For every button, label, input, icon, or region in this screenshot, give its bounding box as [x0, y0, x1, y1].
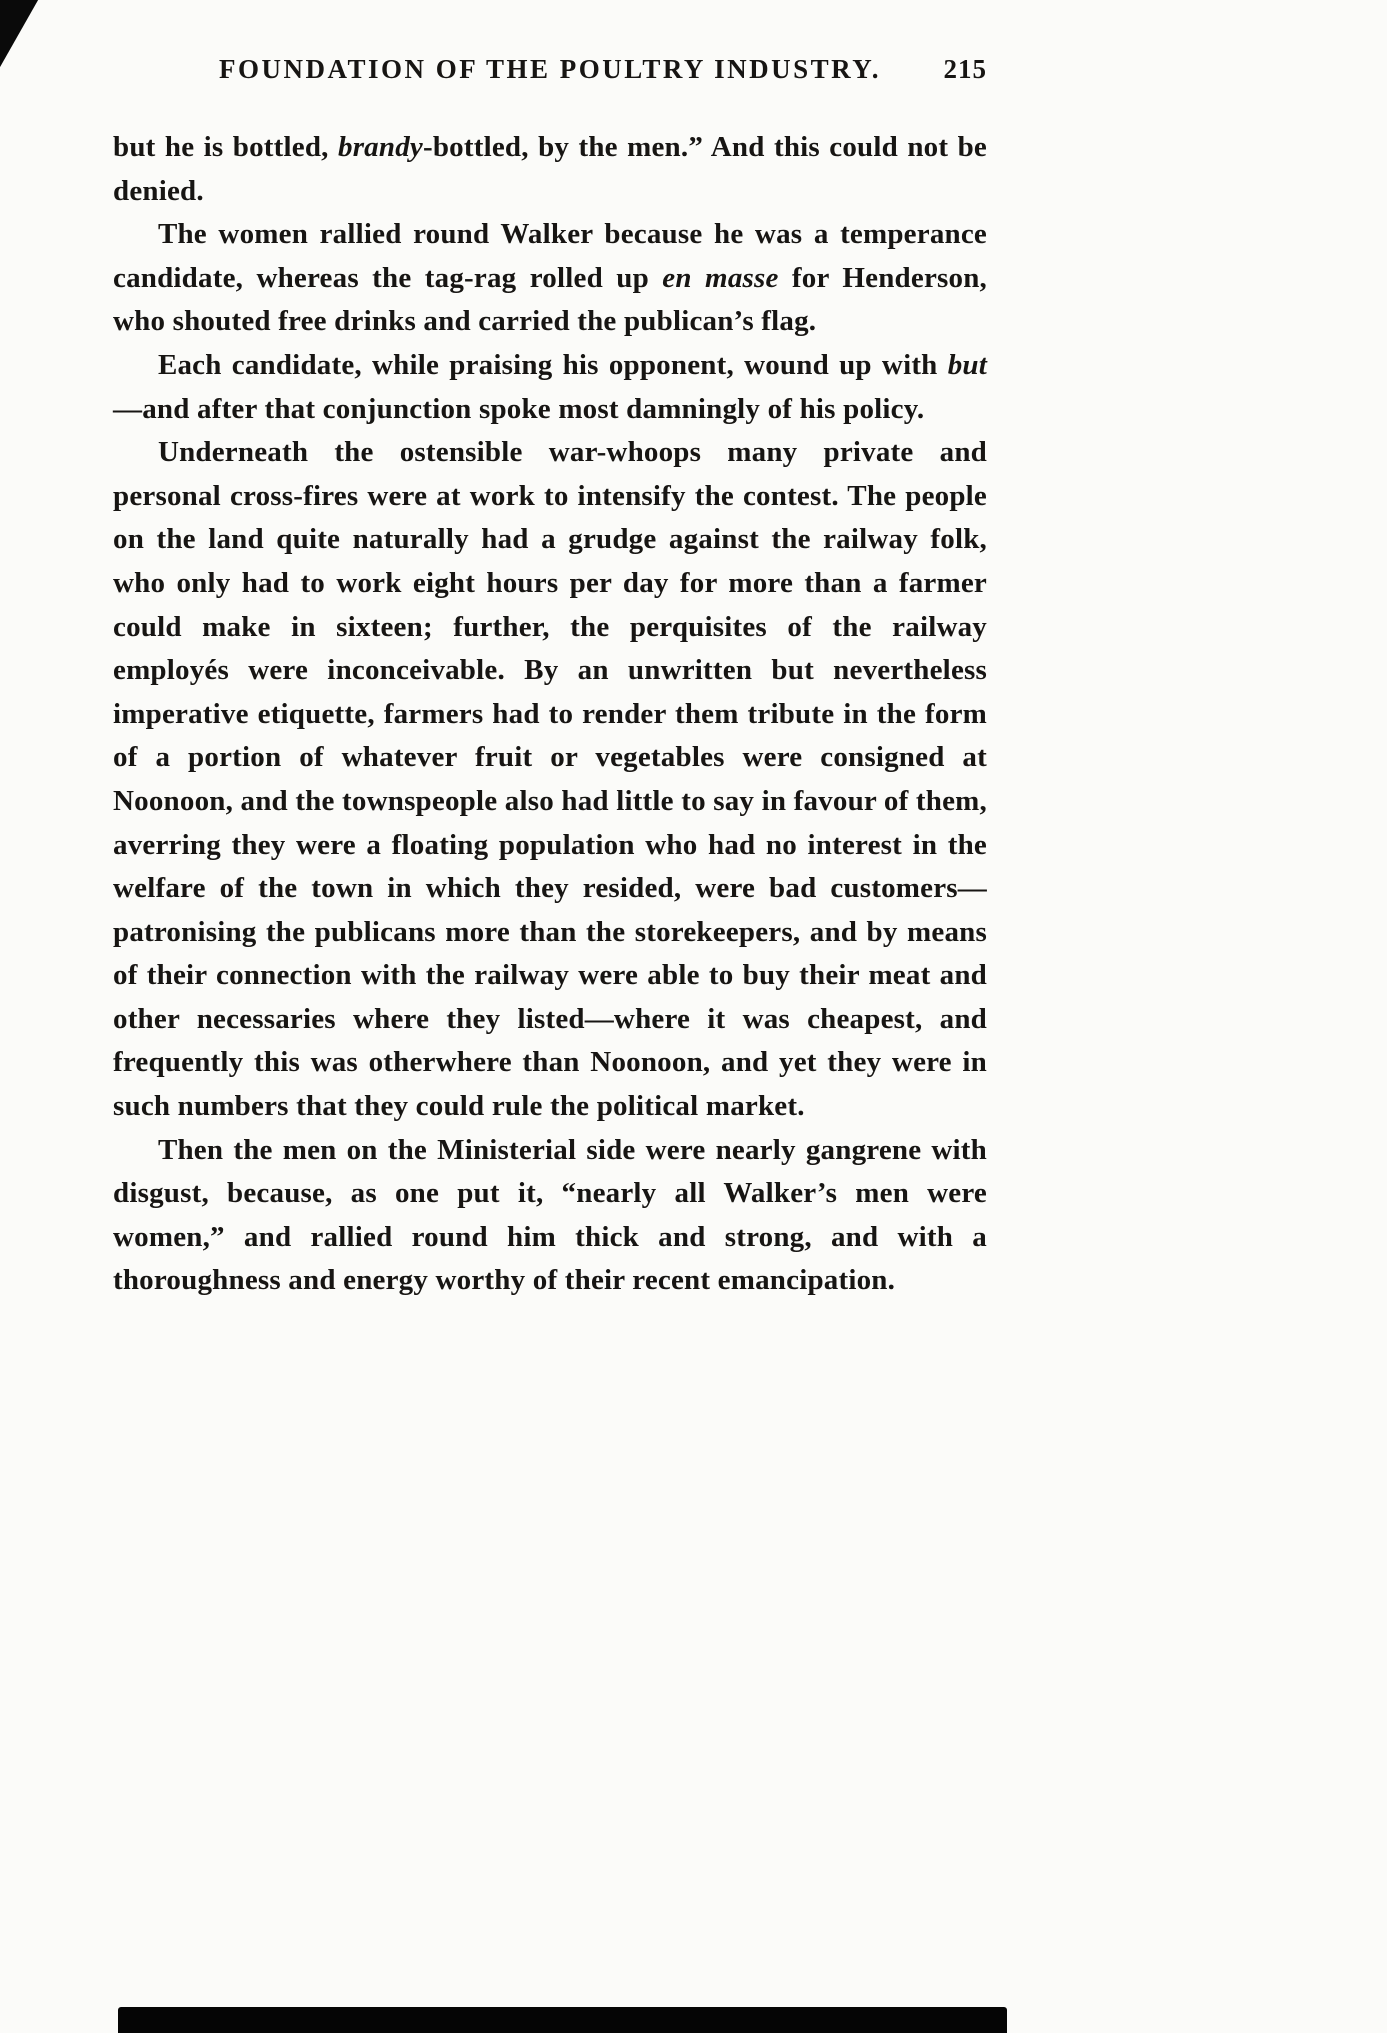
page-header	[113, 52, 987, 86]
page-content	[113, 52, 987, 1303]
paragraph	[113, 213, 987, 344]
page-title: FOUNDATION OF THE POULTRY INDUSTRY.	[219, 54, 881, 84]
paragraph-segment: Each candidate, while praising his opponent, wound up with	[157, 348, 948, 381]
paragraph-segment: -bottled, by the men.” And this could not be denied.	[113, 131, 987, 207]
paragraph-italic-segment: brandy	[338, 131, 423, 163]
paragraph	[113, 126, 987, 213]
scan-artifact-bottom-bar	[118, 2007, 1007, 2033]
page-body	[113, 126, 987, 1303]
paragraph-segment: Then the men on the Ministerial side were nearly gangrene with disgust, because, as one put it, “nearly all Walker’s men were women,” and rallied round him thick and strong, and with a thoroughness and energy worthy of their recent emancipation.	[113, 1133, 987, 1297]
paragraph-segment: but he is bottled,	[113, 131, 338, 163]
page-number: 215	[943, 54, 987, 84]
scan-artifact-corner	[0, 0, 41, 99]
paragraph-italic-segment: en masse	[662, 261, 779, 294]
paragraph-segment: —and after that conjunction spoke most damningly of his policy.	[113, 392, 925, 425]
paragraph	[113, 344, 987, 431]
paragraph-segment: The women rallied round Walker because he was a temperance candidate, whereas the tag-rag rolled up	[113, 218, 987, 294]
paragraph-segment: Underneath the ostensible war-whoops many private and personal cross-fires were at work to intensify the contest. The people on the land quite naturally had a grudge against the railway folk, who only had to work eight hours per day for more than a farmer could make in sixteen; further, the perquisites of the railway employés were inconceivable. By an unwritten but nevertheless imperative etiquette, farmers had to render them tribute in the form of a portion of whatever fruit or vegetables were consigned at Noonoon, and the townspeople also had little to say in favour of them, averring they were a floating population who had no interest in the welfare of the town in which they resided, were bad customers—patronising the publicans more than the storekeepers, and by means of their connection with the railway were able to buy their meat and other necessaries where they listed—where it was cheapest, and frequently this was otherwhere than Noonoon, and yet they were in such numbers that they could rule the political market.	[113, 436, 987, 1123]
paragraph	[113, 1129, 987, 1303]
paragraph	[113, 431, 987, 1129]
paragraph-segment: for Henderson, who shouted free drinks and carried the publican’s flag.	[113, 261, 987, 338]
paragraph-italic-segment: but	[947, 348, 987, 381]
